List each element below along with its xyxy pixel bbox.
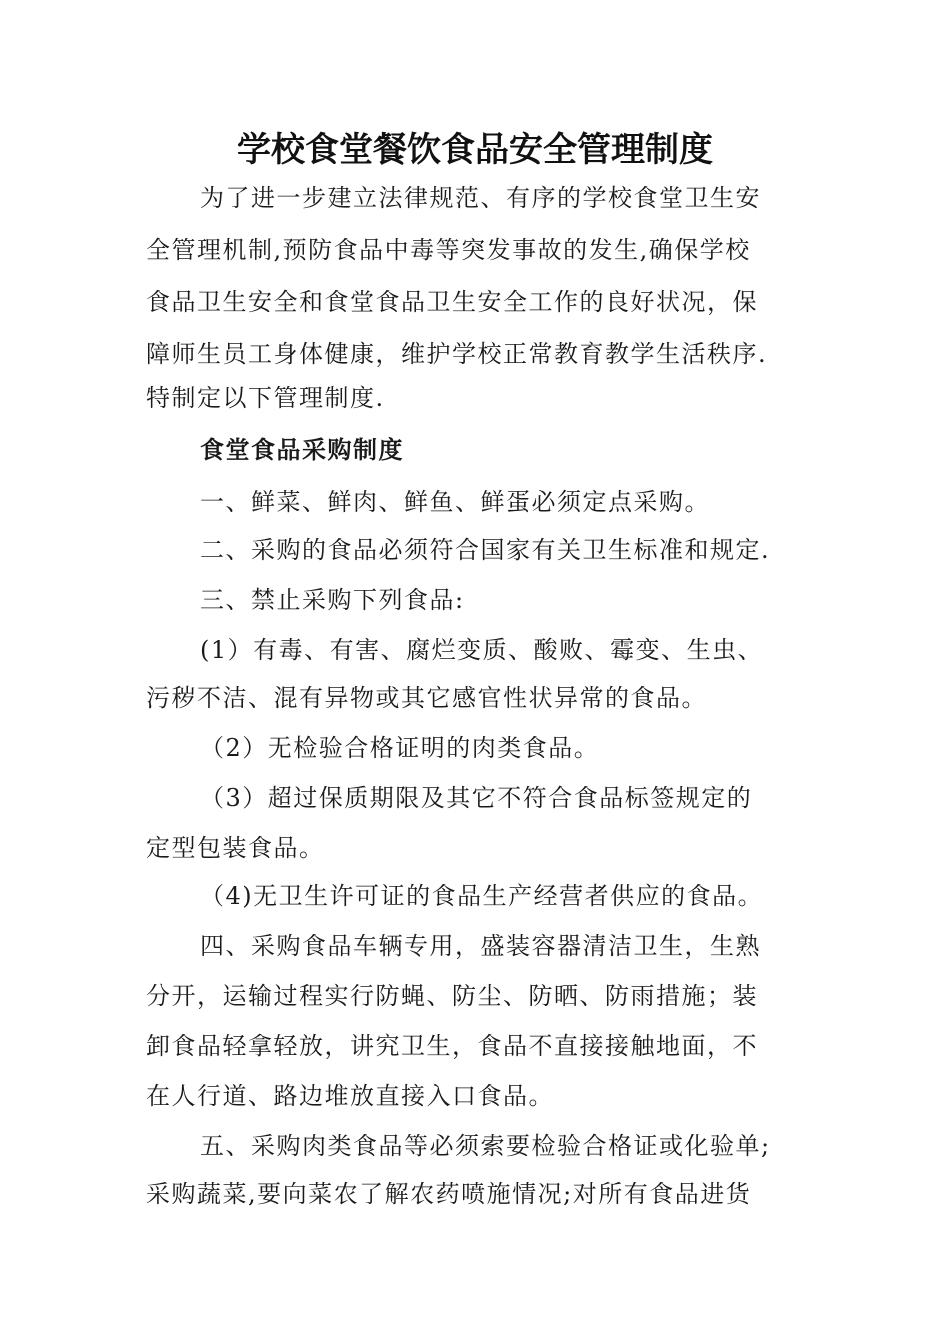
- intro-line: 障师生员工身体健康，维护学校正常教育教学生活秩序.: [146, 340, 768, 368]
- rule-item: 一、鲜菜、鲜肉、鲜鱼、鲜蛋必须定点采购。: [200, 488, 710, 516]
- intro-line: 全管理机制,预防食品中毒等突发事故的发生,确保学校: [146, 236, 751, 264]
- rule-subitem: 污秽不洁、混有异物或其它感官性状异常的食品。: [146, 684, 707, 712]
- rule-subitem: （3）超过保质期限及其它不符合食品标签规定的: [200, 784, 753, 812]
- rule-subitem: （2）无检验合格证明的肉类食品。: [200, 734, 600, 762]
- rule-item: 四、采购食品车辆专用，盛装容器清洁卫生，生熟: [200, 932, 761, 960]
- rule-subitem: （4)无卫生许可证的食品生产经营者供应的食品。: [200, 882, 764, 910]
- rule-item: 采购蔬菜,要向菜农了解农药喷施情况;对所有食品进货: [146, 1180, 752, 1208]
- rule-item: 分开，运输过程实行防蝇、防尘、防晒、防雨措施；装: [146, 982, 758, 1010]
- rule-item: 三、禁止采购下列食品:: [200, 586, 465, 614]
- rule-item: 二、采购的食品必须符合国家有关卫生标准和规定.: [200, 536, 771, 564]
- rule-item: 卸食品轻拿轻放，讲究卫生，食品不直接接触地面，不: [146, 1032, 758, 1060]
- intro-line: 食品卫生安全和食堂食品卫生安全工作的良好状况，保: [146, 288, 758, 316]
- rule-item: 五、采购肉类食品等必须索要检验合格证或化验单;: [200, 1132, 771, 1160]
- intro-line: 为了进一步建立法律规范、有序的学校食堂卫生安: [200, 184, 761, 212]
- rule-subitem: 定型包装食品。: [146, 834, 325, 862]
- intro-line: 特制定以下管理制度.: [146, 384, 385, 412]
- rule-item: 在人行道、路边堆放直接入口食品。: [146, 1082, 554, 1110]
- section-heading: 食堂食品采购制度: [200, 435, 404, 464]
- rule-subitem: (1）有毒、有害、腐烂变质、酸败、霉变、生虫、: [200, 636, 764, 664]
- document-title: 学校食堂餐饮食品安全管理制度: [237, 130, 713, 170]
